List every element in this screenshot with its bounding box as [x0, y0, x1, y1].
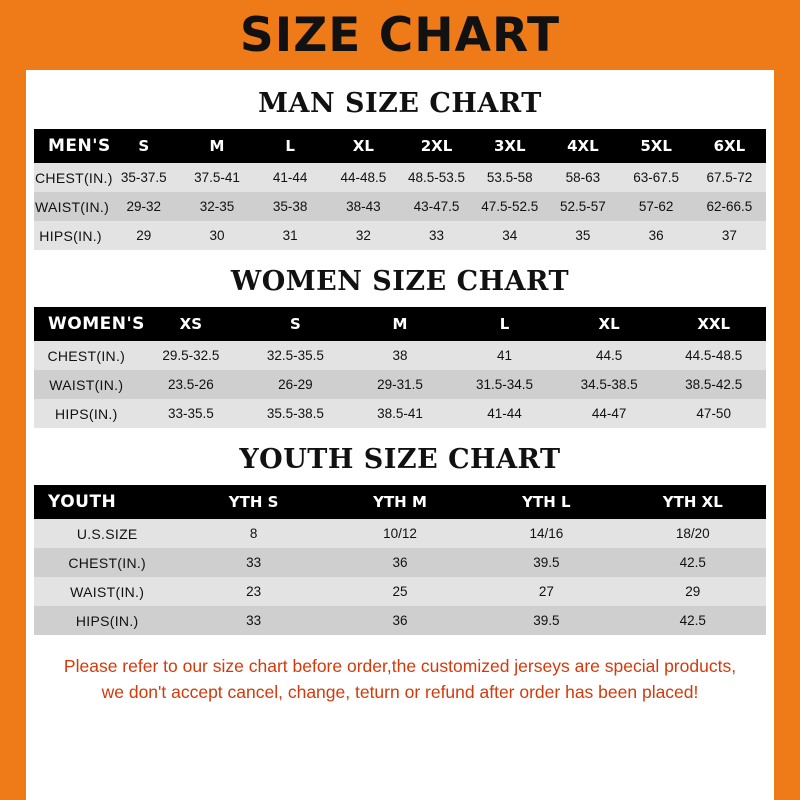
content-area	[26, 70, 774, 800]
cell: 35.5-38.5	[266, 406, 324, 421]
row-label: WAIST(IN.)	[49, 376, 124, 393]
cell: 47.5-52.5	[481, 199, 539, 214]
cell: 14/16	[529, 526, 564, 541]
column-header: L	[285, 137, 295, 155]
column-header: YTH S	[228, 493, 279, 511]
cell: 34	[502, 228, 518, 243]
cell: 29-32	[126, 199, 162, 214]
cell: 63-67.5	[633, 170, 679, 185]
cell: 30	[209, 228, 225, 243]
row-label: CHEST(IN.)	[47, 347, 126, 364]
column-header: M	[392, 315, 408, 333]
cell: 52.5-57	[560, 199, 606, 214]
section-title-man: MAN SIZE CHART	[258, 88, 542, 119]
cell: 33-35.5	[167, 406, 214, 421]
row-label: WAIST(IN.)	[70, 583, 145, 600]
cell: 31.5-34.5	[476, 377, 534, 392]
header-label-womens: WOMEN'S	[48, 314, 145, 334]
column-header: S	[138, 137, 150, 155]
cell: 32	[355, 228, 371, 243]
youth-size-table	[34, 485, 766, 635]
cell: 48.5-53.5	[408, 170, 466, 185]
cell: 35-38	[272, 199, 308, 214]
column-header: M	[209, 137, 225, 155]
column-header: 6XL	[713, 137, 746, 155]
cell: 36	[648, 228, 664, 243]
table-header-row	[34, 129, 766, 163]
table-row	[34, 548, 766, 577]
cell: 62-66.5	[706, 199, 753, 214]
cell: 38.5-42.5	[685, 377, 743, 392]
cell: 29	[136, 228, 152, 243]
column-header: YTH M	[373, 493, 427, 511]
cell: 41-44	[487, 406, 522, 421]
cell: 29.5-32.5	[162, 348, 220, 363]
cell: 58-63	[565, 170, 601, 185]
cell: 44-47	[591, 406, 627, 421]
column-header: 3XL	[493, 137, 526, 155]
table-header-row	[34, 485, 766, 519]
column-header: 5XL	[640, 137, 672, 155]
row-label: CHEST(IN.)	[35, 169, 113, 186]
column-header: XXL	[697, 315, 731, 333]
cell: 44.5-48.5	[685, 348, 743, 363]
column-header: YTH XL	[662, 493, 723, 511]
table-row	[34, 399, 766, 428]
right-orange-border	[774, 0, 800, 800]
section-title-women: WOMEN SIZE CHART	[230, 266, 570, 297]
cell: 25	[392, 584, 408, 599]
cell: 38.5-41	[377, 406, 423, 421]
cell: 18/20	[675, 526, 710, 541]
cell: 42.5	[679, 613, 706, 628]
cell: 39.5	[533, 555, 560, 570]
cell: 36	[392, 613, 408, 628]
table-row	[34, 370, 766, 399]
table-row	[34, 577, 766, 606]
cell: 38	[392, 348, 408, 363]
man-size-table	[34, 129, 766, 250]
column-header: S	[290, 315, 301, 333]
row-label: U.S.SIZE	[76, 525, 138, 542]
cell: 33	[246, 555, 262, 570]
cell: 27	[538, 584, 554, 599]
cell: 23	[246, 584, 262, 599]
column-header: 2XL	[420, 137, 453, 155]
header-label-mens: MEN'S	[48, 136, 111, 156]
column-header: L	[499, 315, 510, 333]
left-orange-border	[0, 0, 26, 800]
column-header: XL	[352, 137, 374, 155]
cell: 32-35	[199, 199, 235, 214]
table-row	[34, 163, 766, 192]
cell: 33	[246, 613, 262, 628]
section-title-youth: YOUTH SIZE CHART	[239, 444, 561, 475]
cell: 33	[429, 228, 445, 243]
cell: 38-43	[346, 199, 381, 214]
table-row	[34, 341, 766, 370]
header-label-youth: YOUTH	[48, 492, 117, 512]
cell: 35	[575, 228, 591, 243]
cell: 29	[685, 584, 701, 599]
row-label: CHEST(IN.)	[68, 554, 147, 571]
table-row	[34, 221, 766, 250]
cell: 37	[721, 228, 737, 243]
cell: 34.5-38.5	[580, 377, 638, 392]
table-row	[34, 606, 766, 635]
cell: 53.5-58	[486, 170, 533, 185]
disclaimer-line-2: we don't accept cancel, change, teturn or refund after order has been placed!	[101, 682, 699, 702]
disclaimer-line-1: Please refer to our size chart before order,the customized jerseys are special products,	[63, 656, 737, 676]
column-header: XS	[179, 315, 203, 333]
table-header-row	[34, 307, 766, 341]
row-label: WAIST(IN.)	[35, 198, 110, 215]
cell: 37.5-41	[194, 170, 240, 185]
cell: 36	[392, 555, 408, 570]
cell: 35-37.5	[120, 170, 167, 185]
cell: 67.5-72	[706, 170, 753, 185]
disclaimer-note	[34, 653, 766, 705]
table-row	[34, 519, 766, 548]
row-label: HIPS(IN.)	[39, 227, 102, 244]
cell: 41	[497, 348, 513, 363]
cell: 32.5-35.5	[266, 348, 324, 363]
women-size-table	[34, 307, 766, 428]
cell: 8	[249, 526, 258, 541]
cell: 44.5	[595, 348, 623, 363]
cell: 26-29	[278, 377, 313, 392]
row-label: HIPS(IN.)	[54, 405, 118, 422]
cell: 44-48.5	[340, 170, 387, 185]
row-label: HIPS(IN.)	[75, 612, 139, 629]
cell: 43-47.5	[413, 199, 460, 214]
cell: 23.5-26	[167, 377, 214, 392]
column-header: YTH L	[522, 493, 571, 511]
cell: 29-31.5	[377, 377, 423, 392]
table-row	[34, 192, 766, 221]
cell: 57-62	[638, 199, 674, 214]
column-header: 4XL	[567, 137, 599, 155]
cell: 42.5	[679, 555, 706, 570]
page-title: SIZE CHART	[239, 8, 561, 63]
cell: 39.5	[533, 613, 560, 628]
cell: 47-50	[696, 406, 731, 421]
cell: 10/12	[383, 526, 417, 541]
column-header: XL	[598, 315, 620, 333]
cell: 41-44	[272, 170, 308, 185]
cell: 31	[282, 228, 298, 243]
